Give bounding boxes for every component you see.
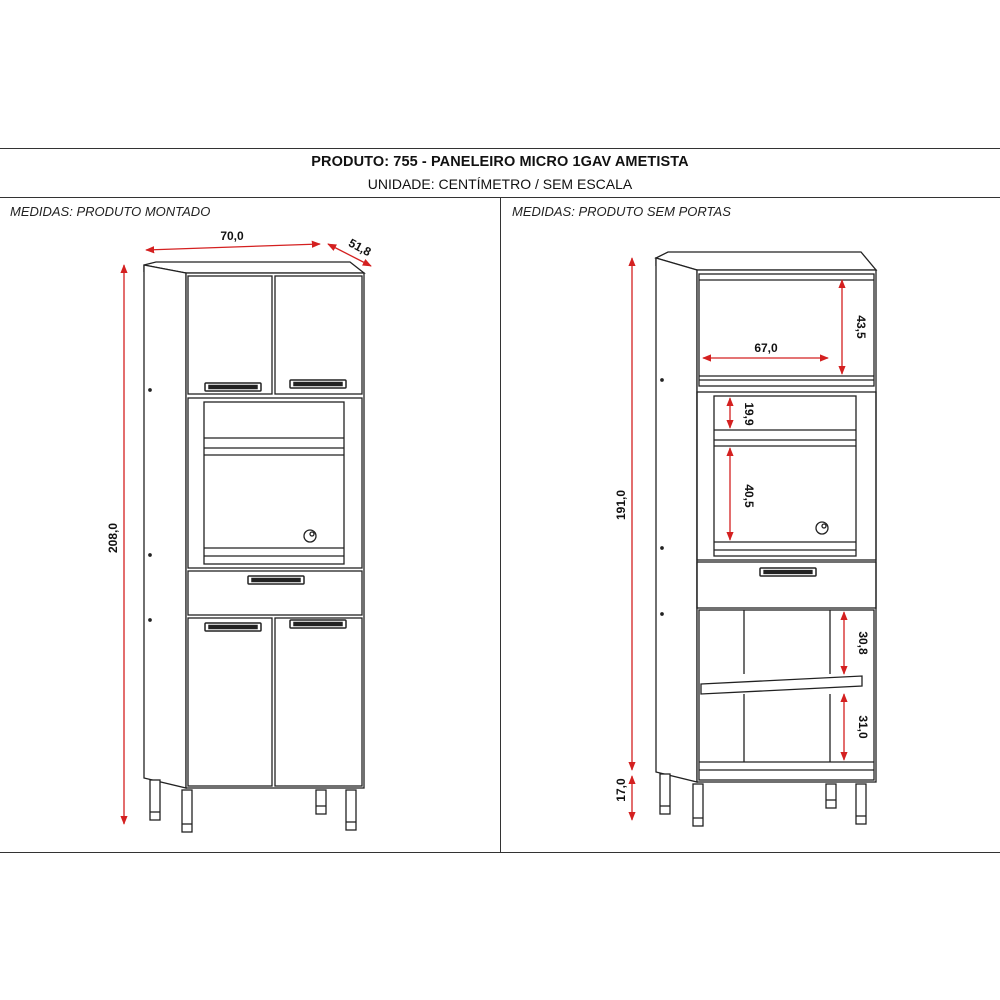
dim-label-micro-lower: 40,5 — [742, 484, 756, 508]
dim-label-lower-upper: 30,8 — [856, 631, 870, 655]
dim-label-inner-width: 67,0 — [754, 341, 778, 355]
dim-label-depth: 51,8 — [346, 235, 374, 260]
dim-label-height: 208,0 — [106, 522, 120, 554]
dim-label-top-niche: 43,5 — [854, 315, 868, 339]
panel-label-assembled: MEDIDAS: PRODUTO MONTADO — [10, 204, 211, 219]
cabinet-no-doors — [656, 252, 876, 826]
panel-label-no-doors: MEDIDAS: PRODUTO SEM PORTAS — [512, 204, 731, 219]
product-title: PRODUTO: 755 - PANELEIRO MICRO 1GAV AMETISTA — [311, 154, 689, 170]
cabinet2-front — [697, 270, 876, 782]
dim-label-foot-height: 17,0 — [614, 778, 628, 802]
cabinet-side-panel — [144, 265, 186, 788]
dim-label-width: 70,0 — [220, 229, 244, 243]
dim-label-total-height: 191,0 — [614, 489, 628, 521]
unit-subtitle: UNIDADE: CENTÍMETRO / SEM ESCALA — [367, 176, 633, 192]
dim-label-micro-upper: 19,9 — [742, 402, 756, 426]
dim-label-lower-lower: 31,0 — [856, 715, 870, 739]
dim-line-width — [146, 244, 320, 250]
cabinet2-side-panel — [656, 258, 697, 782]
cabinet-assembled — [144, 262, 364, 832]
